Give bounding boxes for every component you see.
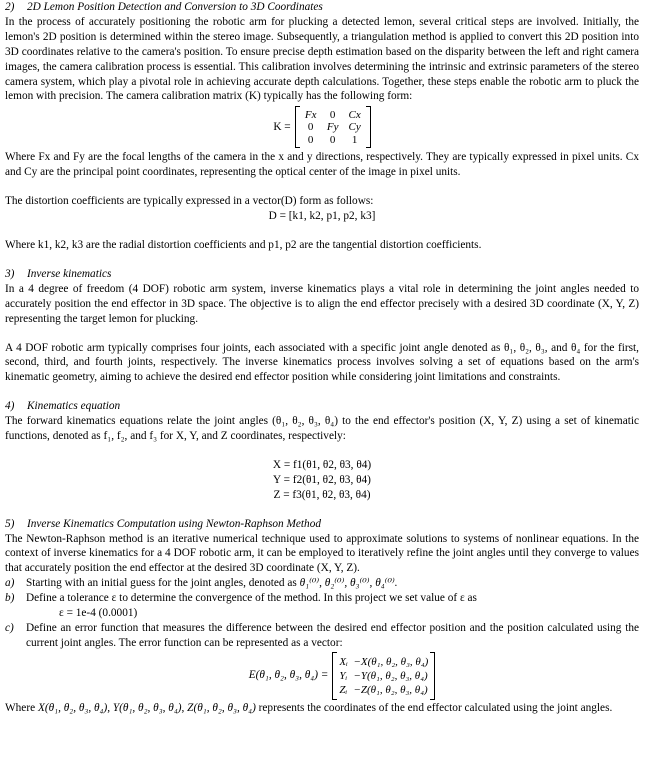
- section-heading-5: [5, 517, 639, 532]
- document-page: [5, 0, 639, 716]
- section-number: 4): [5, 400, 15, 413]
- list-text: Define an error function that measures the difference between the desired end effector position and the position calculated using the current joint angles. The error function can be represented as a vector:: [26, 622, 639, 649]
- final-pre-text: Where: [5, 701, 36, 714]
- section-number: 2): [5, 1, 15, 13]
- kinematics-equation-x: X = f1(θ1, θ2, θ3, θ4): [272, 458, 372, 471]
- matrix-cell: Fy: [326, 121, 339, 134]
- spacer: [5, 503, 639, 517]
- vector-cell: −Z(θ₁, θ₂, θ₃, θ₄): [353, 683, 428, 696]
- right-bracket: [430, 652, 435, 700]
- spacer: [5, 385, 639, 399]
- matrix-cell: 0: [307, 121, 314, 134]
- tolerance-value: ε = 1e-4 (0.0001): [59, 607, 138, 620]
- calibration-matrix-equation: [5, 104, 639, 150]
- list-text: Define a tolerance ε to determine the convergence of the method. In this project we set value of ε as: [26, 592, 477, 605]
- kinematics-equation-z: Z = f3(θ1, θ2, θ3, θ4): [273, 488, 371, 501]
- section-heading-2: [5, 0, 639, 15]
- vector-cell: Yᵢ: [339, 669, 348, 682]
- section-title: Inverse kinematics: [27, 267, 112, 280]
- section-heading-4: [5, 399, 639, 414]
- distortion-equation: D = [k1, k2, p1, p2, k3]: [268, 210, 376, 223]
- matrix-cell: Fx: [304, 108, 317, 121]
- initial-guess-math: θ₁⁽⁰⁾, θ₂⁽⁰⁾, θ₃⁽⁰⁾, θ₄⁽⁰⁾.: [299, 577, 398, 590]
- spacer: [5, 327, 639, 341]
- calibration-matrix: [295, 106, 371, 148]
- paragraph: The distortion coefficients are typically expressed in a vector(D) form as follows:: [5, 195, 374, 208]
- matrix-cell: Cy: [348, 121, 361, 134]
- list-text: Starting with an initial guess for the joint angles, denoted as: [26, 577, 297, 590]
- matrix-cell: 0: [329, 133, 336, 146]
- kinematics-equation-y: Y = f2(θ1, θ2, θ3, θ4): [273, 473, 371, 486]
- matrix-grid: [300, 109, 366, 147]
- paragraph: [5, 701, 639, 716]
- paragraph: A 4 DOF robotic arm typically comprises four joints, each associated with a specific joint angle denoted as θ₁, θ₂, θ₃, and θ₄ for the first, second, third, and fourth joints, respectively. The inverse kinematics process involves solving a set of equations based on the arm's kinematic geometry, aiming to achieve the desired end effector position while considering joint limitations and constraints.: [5, 341, 639, 384]
- paragraph: Where k1, k2, k3 are the radial distortion coefficients and p1, p2 are the tangential distortion coefficients.: [5, 238, 482, 251]
- spacer: [5, 224, 639, 238]
- paragraph: The forward kinematics equations relate the joint angles (θ₁, θ₂, θ₃, θ₄) to the end effector's position (X, Y, Z) using a set of kinematic functions, denoted as f₁, f₂, and f₃ for X, Y, and Z coordinates, respectively:: [5, 415, 639, 443]
- section-title: Kinematics equation: [27, 400, 121, 413]
- end-effector-math: X(θ₁, θ₂, θ₃, θ₄), Y(θ₁, θ₂, θ₃, θ₄), Z(θ₁, θ₂, θ₃, θ₄): [37, 701, 256, 714]
- paragraph: In a 4 degree of freedom (4 DOF) robotic arm system, inverse kinematics plays a vital role in determining the joint angles needed to accurately position the end effector in 3D space. The objective is to align the end effector precisely with a desired 3D coordinate (X, Y, Z) representing the target lemon for plucking.: [5, 282, 639, 325]
- list-item-a: [5, 576, 639, 591]
- error-function-equation: [5, 651, 639, 701]
- section-title: Inverse Kinematics Computation using Newton-Raphson Method: [27, 517, 322, 530]
- section-number: 5): [5, 517, 15, 530]
- spacer: [5, 444, 639, 458]
- vector-cell: Xᵢ: [339, 655, 348, 668]
- error-vector: [332, 652, 435, 700]
- section-heading-3: [5, 267, 639, 282]
- paragraph: In the process of accurately positioning the robotic arm for plucking a detected lemon, several critical steps are involved. Initially, the lemon's 2D position is determined within the stereo image. Subsequently, a triangulation method is applied to convert this 2D position into 3D coordinates relative to the camera's position. To ensure precise depth estimation based on the disparity between the left and right camera images, the camera calibration process is essential. This calibration involves determining the intrinsic and extrinsic parameters of the stereo camera system, which play a pivotal role in achieving accurate depth calculations. Together, these steps enable the robotic arm to pluck the lemon with precision. The camera calibration matrix (K) typically has the following form:: [5, 15, 639, 103]
- section-number: 3): [5, 267, 15, 280]
- matrix-label: K =: [273, 120, 291, 133]
- list-item-c: [5, 621, 639, 651]
- vector-cell: −X(θ₁, θ₂, θ₃, θ₄): [353, 655, 429, 668]
- vector-cell: Zᵢ: [339, 683, 348, 696]
- matrix-cell: 1: [351, 133, 358, 146]
- list-label: a): [5, 577, 15, 590]
- right-bracket: [366, 106, 371, 148]
- spacer: [5, 253, 639, 267]
- spacer: [5, 180, 639, 194]
- paragraph: The Newton-Raphson method is an iterative numerical technique used to approximate solutions to systems of nonlinear equations. In the context of inverse kinematics for a 4 DOF robotic arm, it can be employed to iteratively refine the joint angles until they converge to values that accurately position the end effector at the desired 3D coordinate (X, Y, Z).: [5, 532, 639, 575]
- error-function-label: E(θ₁, θ₂, θ₃, θ₄) =: [248, 669, 329, 682]
- list-label: b): [5, 592, 15, 605]
- error-vector-grid: [337, 655, 430, 697]
- matrix-cell: Cx: [348, 108, 361, 121]
- list-item-b: [5, 591, 639, 606]
- paragraph: Where Fx and Fy are the focal lengths of the camera in the x and y directions, respectively. They are typically expressed in pixel units. Cx and Cy are the principal point coordinates, representing the optical center of the image in pixel units.: [5, 151, 639, 179]
- matrix-cell: 0: [329, 108, 336, 121]
- matrix-cell: 0: [307, 133, 314, 146]
- section-title: 2D Lemon Position Detection and Conversion to 3D Coordinates: [27, 1, 323, 13]
- final-post-text: represents the coordinates of the end effector calculated using the joint angles.: [258, 701, 613, 714]
- vector-cell: −Y(θ₁, θ₂, θ₃, θ₄): [353, 669, 428, 682]
- list-label: c): [5, 622, 14, 634]
- list-body: [26, 576, 639, 591]
